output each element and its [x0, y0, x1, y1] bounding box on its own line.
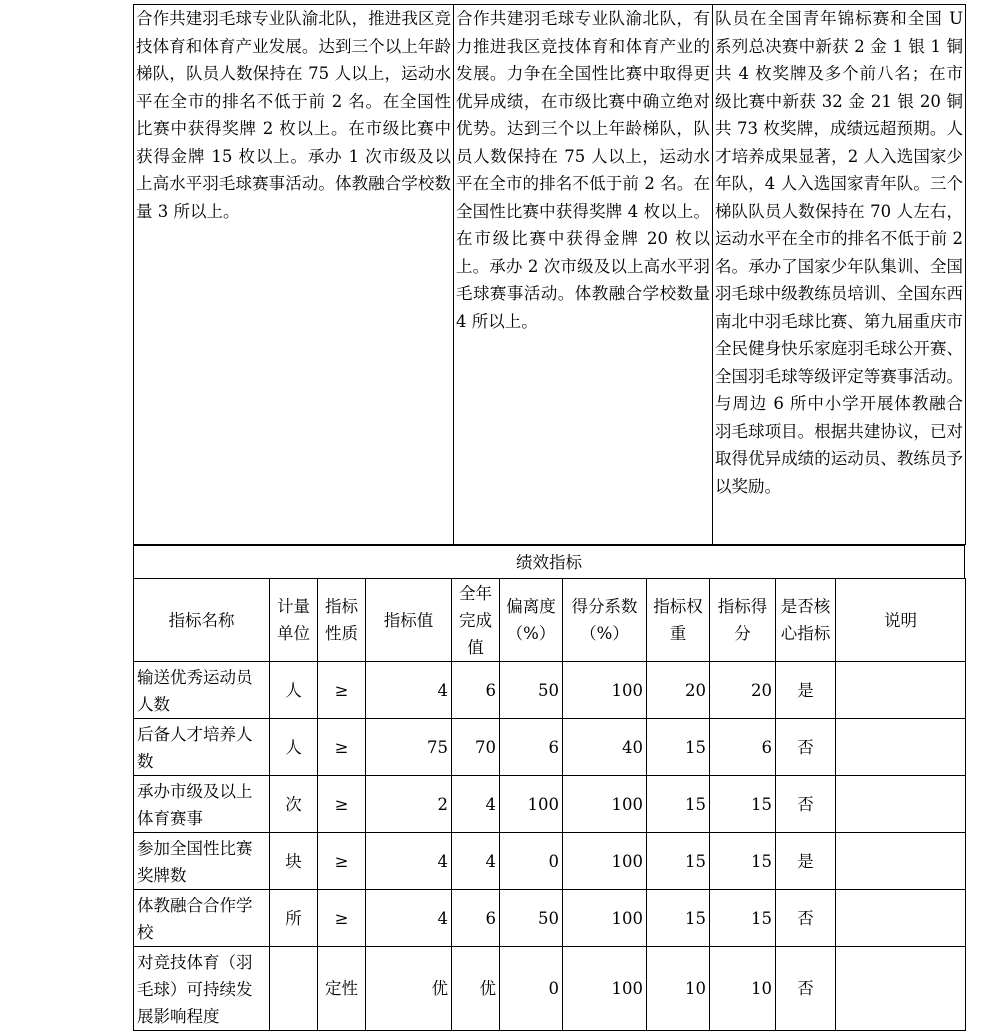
deviation: 50: [500, 662, 563, 719]
goals-row: [134, 5, 966, 545]
is-core: 是: [776, 662, 836, 719]
deviation: 50: [500, 890, 563, 947]
actual-value: 70: [452, 719, 500, 776]
table-row: [134, 947, 966, 1031]
header-unit: 计量单位: [270, 579, 318, 662]
header-actual: 全年完成值: [452, 579, 500, 662]
indicator-name: 对竞技体育（羽毛球）可持续发展影响程度: [134, 947, 270, 1031]
goals-table: [133, 4, 966, 545]
completion-cell: 队员在全国青年锦标赛和全国 U 系列总决赛中新获 2 金 1 银 1 铜共 4 枚奖牌及多个前八名；在市级比赛中新获 32 金 21 银 20 铜共 73 枚奖牌，成绩远超预期。人才培养成果显著，2 人入选国家少年队，4 人入选国家青年队。三个梯队队员人数保持在 70 人左右，运动水平在全市的排名不低于前 2 名。承办了国家少年队集训、全国羽毛球中级教练员培训、全国东西南北中羽毛球比赛、第九届重庆市全民健身快乐家庭羽毛球公开赛、全国羽毛球等级评定等赛事活动。与周边 6 所中小学开展体教融合羽毛球项目。根据共建协议，已对取得优异成绩的运动员、教练员予以奖励。: [713, 5, 966, 545]
target-value: 4: [366, 833, 452, 890]
score: 10: [710, 947, 776, 1031]
deviation: 0: [500, 833, 563, 890]
score-coef: 100: [563, 890, 647, 947]
is-core: 是: [776, 833, 836, 890]
score: 15: [710, 776, 776, 833]
performance-indicators-table: [133, 578, 966, 1031]
note: [836, 833, 966, 890]
unit: 人: [270, 719, 318, 776]
indicator-name: 承办市级及以上体育赛事: [134, 776, 270, 833]
performance-indicators-title: 绩效指标: [133, 545, 965, 578]
actual-value: 4: [452, 833, 500, 890]
table-row: [134, 833, 966, 890]
header-deviation: 偏离度（%）: [500, 579, 563, 662]
weight: 15: [647, 719, 710, 776]
target-value: 4: [366, 662, 452, 719]
note: [836, 662, 966, 719]
weight: 15: [647, 890, 710, 947]
header-weight: 指标权重: [647, 579, 710, 662]
header-score-coef: 得分系数（%）: [563, 579, 647, 662]
target-value: 75: [366, 719, 452, 776]
deviation: 6: [500, 719, 563, 776]
unit: 人: [270, 662, 318, 719]
annual-goal-cell: 合作共建羽毛球专业队渝北队，推进我区竞技体育和体育产业发展。达到三个以上年龄梯队，队员人数保持在 75 人以上，运动水平在全市的排名不低于前 2 名。在全国性比赛中获得奖牌 2 枚以上。在市级比赛中获得金牌 15 枚以上。承办 1 次市级及以上高水平羽毛球赛事活动。体教融合学校数量 3 所以上。: [134, 5, 454, 545]
table-row: [134, 776, 966, 833]
weight: 15: [647, 776, 710, 833]
header-core: 是否核心指标: [776, 579, 836, 662]
nature: ≥: [318, 719, 366, 776]
actual-value: 优: [452, 947, 500, 1031]
weight: 20: [647, 662, 710, 719]
score-coef: 100: [563, 776, 647, 833]
weight: 10: [647, 947, 710, 1031]
unit: 次: [270, 776, 318, 833]
header-target: 指标值: [366, 579, 452, 662]
deviation: 100: [500, 776, 563, 833]
nature: ≥: [318, 662, 366, 719]
indicator-name: 后备人才培养人数: [134, 719, 270, 776]
table-row: [134, 719, 966, 776]
overall-goal-cell: 合作共建羽毛球专业队渝北队，有力推进我区竞技体育和体育产业的发展。力争在全国性比赛中取得更优异成绩，在市级比赛中确立绝对优势。达到三个以上年龄梯队，队员人数保持在 75 人以上，运动水平在全市的排名不低于前 2 名。在全国性比赛中获得奖牌 4 枚以上。在市级比赛中获得金牌 20 枚以上。承办 2 次市级及以上高水平羽毛球赛事活动。体教融合学校数量 4 所以上。: [454, 5, 713, 545]
header-indicator-name: 指标名称: [134, 579, 270, 662]
is-core: 否: [776, 890, 836, 947]
header-nature: 指标性质: [318, 579, 366, 662]
table-row: [134, 662, 966, 719]
score: 15: [710, 890, 776, 947]
score-coef: 100: [563, 947, 647, 1031]
unit: 块: [270, 833, 318, 890]
target-value: 优: [366, 947, 452, 1031]
indicator-name: 输送优秀运动员人数: [134, 662, 270, 719]
actual-value: 4: [452, 776, 500, 833]
header-score: 指标得分: [710, 579, 776, 662]
note: [836, 776, 966, 833]
table-row: [134, 890, 966, 947]
indicator-name: 参加全国性比赛奖牌数: [134, 833, 270, 890]
target-value: 2: [366, 776, 452, 833]
score: 6: [710, 719, 776, 776]
weight: 15: [647, 833, 710, 890]
note: [836, 719, 966, 776]
score-coef: 40: [563, 719, 647, 776]
header-row: [134, 579, 966, 662]
nature: 定性: [318, 947, 366, 1031]
nature: ≥: [318, 833, 366, 890]
actual-value: 6: [452, 890, 500, 947]
nature: ≥: [318, 890, 366, 947]
score: 15: [710, 833, 776, 890]
is-core: 否: [776, 947, 836, 1031]
score-coef: 100: [563, 662, 647, 719]
is-core: 否: [776, 719, 836, 776]
indicator-name: 体教融合合作学校: [134, 890, 270, 947]
unit: [270, 947, 318, 1031]
header-note: 说明: [836, 579, 966, 662]
score: 20: [710, 662, 776, 719]
actual-value: 6: [452, 662, 500, 719]
score-coef: 100: [563, 833, 647, 890]
is-core: 否: [776, 776, 836, 833]
target-value: 4: [366, 890, 452, 947]
deviation: 0: [500, 947, 563, 1031]
unit: 所: [270, 890, 318, 947]
note: [836, 890, 966, 947]
nature: ≥: [318, 776, 366, 833]
note: [836, 947, 966, 1031]
